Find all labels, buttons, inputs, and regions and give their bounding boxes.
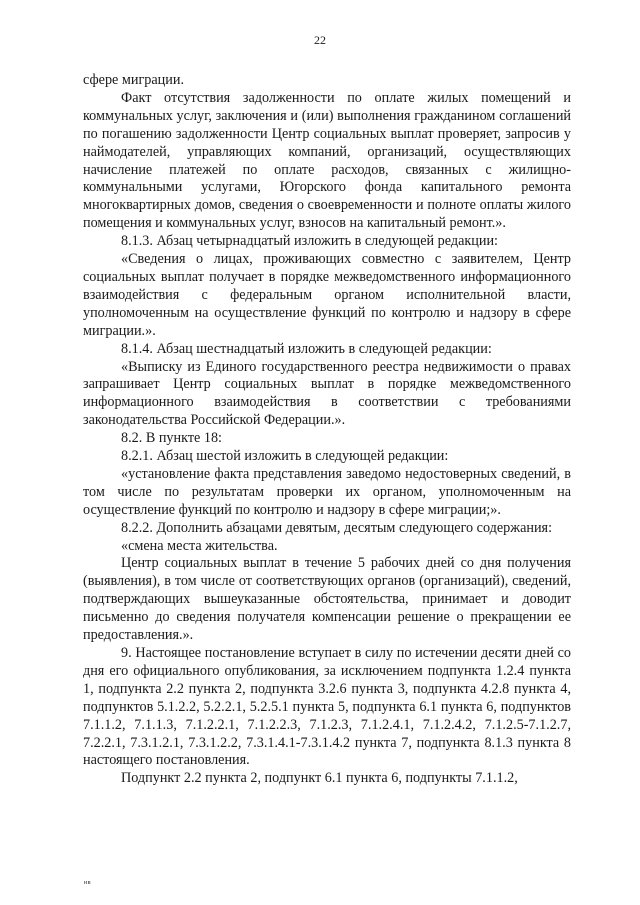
paragraph: 8.2. В пункте 18: (121, 430, 222, 447)
paragraph: 9. Настоящее постановление вступает в силу по истечении десяти дней со дня его официального опубликования, за исключением подпункта 1.2.4 пункта 1, подпункта 2.2 пункта 2, подпункта 3.2.6 пункта 3, подпункта 4.2.8 пункта 4, подпунктов 5.1.2.2, 5.2.2.1, 5.2.5.1 пункта 5, подпункта 6.1 пункта 6, подпунктов 7.1.1.2, 7.1.1.3, 7.1.2.2.1, 7.1.2.2.3, 7.1.2.3, 7.1.2.4.1, 7.1.2.4.2, 7.1.2.5-7.1.2.7, 7.2.2.1, 7.3.1.2.1, 7.3.1.2.2, 7.3.1.4.1-7.3.1.4.2 пункта 7, подпункта 8.1.3 пункта 8 настоящего постановления. (83, 645, 571, 769)
document-body (83, 72, 571, 788)
paragraph: «Выписку из Единого государственного реестра недвижимости о правах запрашивает Центр социальных выплат в порядке межведомственного информационного взаимодействия в соответствии с требованиями законодательства Российской Федерации.». (83, 358, 571, 429)
paragraph: «Сведения о лицах, проживающих совместно с заявителем, Центр социальных выплат получает в порядке межведомственного информационного взаимодействия с федеральным органом исполнительной власти, уполномоченным на осуществление функций по контролю и надзору в сфере миграции.». (83, 251, 571, 339)
paragraph: 8.2.1. Абзац шестой изложить в следующей редакции: (121, 448, 449, 465)
footer-mark: нв (84, 880, 92, 886)
page-number: 22 (314, 33, 326, 47)
paragraph: Подпункт 2.2 пункта 2, подпункт 6.1 пункта 6, подпункты 7.1.1.2, (121, 770, 518, 787)
paragraph: Центр социальных выплат в течение 5 рабочих дней со дня получения (выявления), в том числе от соответствующих органов (организаций), сведений, подтверждающих вышеуказанные обстоятельства, принимает и доводит письменно до сведения получателя компенсации решение о прекращении ее предоставления.». (83, 555, 571, 644)
paragraph: сфере миграции. (83, 72, 185, 88)
paragraph: «установление факта представления заведомо недостоверных сведений, в том числе по результатам проверки их органом, уполномоченным на осуществление функций по контролю и надзору в сфере миграции;». (83, 465, 571, 518)
paragraph: 8.1.3. Абзац четырнадцатый изложить в следующей редакции: (121, 233, 498, 250)
paragraph: 8.2.2. Дополнить абзацами девятым, десятым следующего содержания: (121, 519, 553, 536)
paragraph: Факт отсутствия задолженности по оплате жилых помещений и коммунальных услуг, заключения и (или) выполнения гражданином соглашений по погашению задолженности Центр социальных выплат проверяет, запросив у наймодателей, управляющих компаний, организаций, осуществляющих начисление платежей по оплате расходов, связанных с жилищно-коммунальными услугами, Югорского фонда капитального ремонта многоквартирных домов, сведения о своевременности и полноте оплаты жилого помещения и коммунальных услуг, взносов на капитальный ремонт.». (83, 89, 571, 232)
paragraph: «смена места жительства. (121, 537, 278, 554)
paragraph: 8.1.4. Абзац шестнадцатый изложить в следующей редакции: (121, 340, 492, 357)
